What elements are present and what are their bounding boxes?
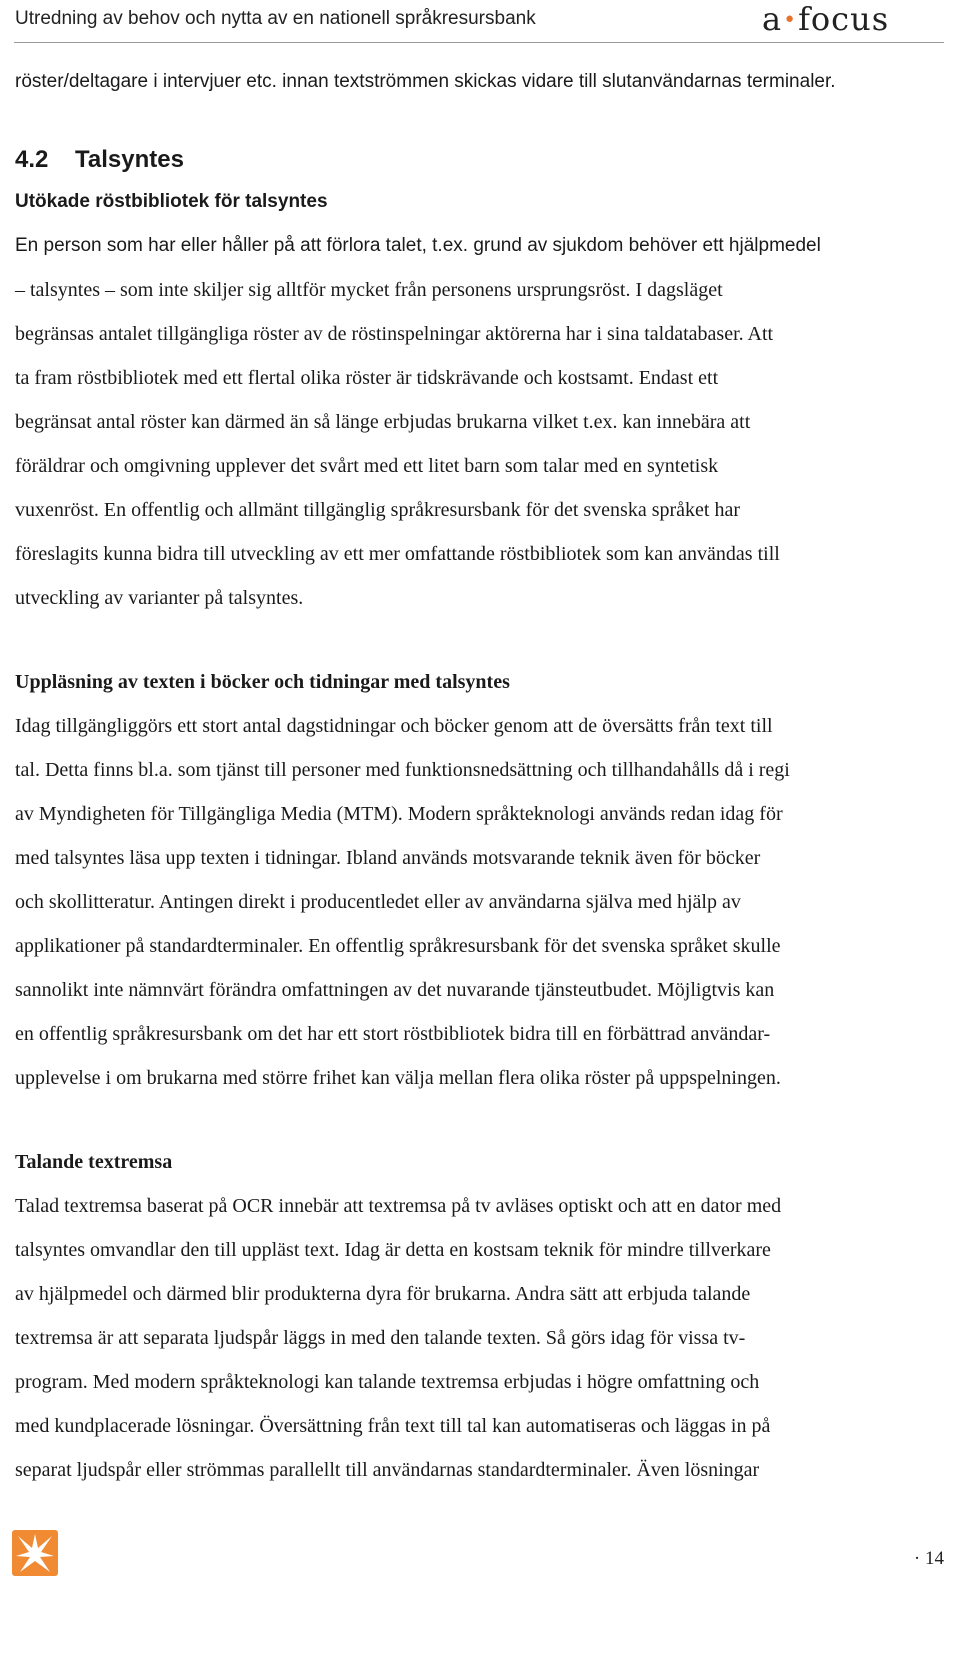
text-line: sannolikt inte nämnvärt förändra omfattningen av det nuvarande tjänsteutbudet. Möjligtvis kan [15, 979, 775, 1001]
document-title: Utredning av behov och nytta av en nationell språkresursbank [15, 8, 536, 29]
text-line: begränsat antal röster kan därmed än så länge erbjudas brukarna vilket t.ex. kan innebära att [15, 411, 751, 433]
page-header [0, 0, 960, 44]
text-line: applikationer på standardterminaler. En offentlig språkresursbank för det svenska språket skulle [15, 935, 781, 957]
paragraph-rostbibliotek [15, 224, 945, 620]
section-heading [15, 140, 945, 180]
text-line: med kundplacerade lösningar. Översättning från text till tal kan automatiseras och läggas in på [15, 1415, 771, 1437]
text-line: program. Med modern språkteknologi kan talande textremsa erbjudas i högre omfattning och [15, 1371, 760, 1393]
paragraph-upplasning [15, 704, 945, 1100]
subsection-heading-rostbibliotek: Utökade röstbibliotek för talsyntes [15, 191, 328, 212]
section-gap [15, 620, 945, 660]
text-line: upplevelse i om brukarna med större frihet kan välja mellan flera olika röster på uppspelningen. [15, 1067, 781, 1089]
text-line: Talad textremsa baserat på OCR innebär att textremsa på tv avläses optiskt och att en dator med [15, 1195, 782, 1217]
logo-dot-icon: • [783, 8, 798, 33]
afocus-logo [762, 0, 889, 38]
text-line: vuxenröst. En offentlig och allmänt tillgänglig språkresursbank för det svenska språket har [15, 499, 740, 521]
section-gap [15, 1100, 945, 1140]
text-line: av Myndigheten för Tillgängliga Media (MTM). Modern språkteknologi används redan idag för [15, 803, 783, 825]
text-line: begränsas antalet tillgängliga röster av de röstinspelningar aktörerna har i sina taldatabaser. Att [15, 323, 774, 345]
logo-text-focus: focus [798, 0, 890, 38]
text-line: separat ljudspår eller strömmas parallellt till användarnas standardterminaler. Även lösningar [15, 1459, 760, 1481]
text-line: med talsyntes läsa upp texten i tidningar. Ibland används motsvarande teknik även för böcker [15, 847, 761, 869]
text-line: ta fram röstbibliotek med ett flertal olika röster är tidskrävande och kostsamt. Endast ett [15, 367, 719, 389]
text-line: och skollitteratur. Antingen direkt i producentledet eller av användarna själva med hjälp av [15, 891, 741, 913]
text-line: tal. Detta finns bl.a. som tjänst till personer med funktionsnedsättning och tillhandahålls då i regi [15, 759, 790, 781]
text-line: Idag tillgängliggörs ett stort antal dagstidningar och böcker genom att de översätts från text till [15, 715, 773, 737]
afocus-star-icon [12, 1530, 58, 1576]
intro-paragraph: röster/deltagare i intervjuer etc. innan textströmmen skickas vidare till slutanvändarnas terminaler. [15, 71, 836, 92]
page-body [15, 60, 945, 1492]
text-line: av hjälpmedel och därmed blir produkterna dyra för brukarna. Andra sätt att erbjuda talande [15, 1283, 751, 1305]
text-line: En person som har eller håller på att förlora talet, t.ex. grund av sjukdom behöver ett hjälpmedel [15, 235, 821, 256]
text-line: föreslagits kunna bidra till utveckling av ett mer omfattande röstbibliotek som kan användas till [15, 543, 780, 565]
text-line: talsyntes omvandlar den till uppläst text. Idag är detta en kostsam teknik för mindre tillverkare [15, 1239, 771, 1261]
section-title: Talsyntes [75, 146, 184, 173]
paragraph-textremsa [15, 1184, 945, 1492]
section-number: 4.2 [15, 146, 49, 173]
header-divider [14, 42, 944, 43]
logo-text-a: a [762, 0, 783, 38]
text-line: utveckling av varianter på talsyntes. [15, 587, 304, 609]
text-line: föräldrar och omgivning upplever det svårt med ett litet barn som talar med en syntetisk [15, 455, 719, 477]
page-number: · 14 [913, 1548, 944, 1569]
text-line: – talsyntes – som inte skiljer sig alltför mycket från personens ursprungsröst. I dagsläget [15, 279, 723, 301]
subsection-heading-upplasning: Uppläsning av texten i böcker och tidningar med talsyntes [15, 671, 510, 693]
text-line: textremsa är att separata ljudspår läggs in med den talande texten. Så görs idag för vissa tv- [15, 1327, 746, 1349]
subsection-heading-textremsa: Talande textremsa [15, 1151, 173, 1173]
text-line: en offentlig språkresursbank om det har ett stort röstbibliotek bidra till en förbättrad användar- [15, 1023, 771, 1045]
